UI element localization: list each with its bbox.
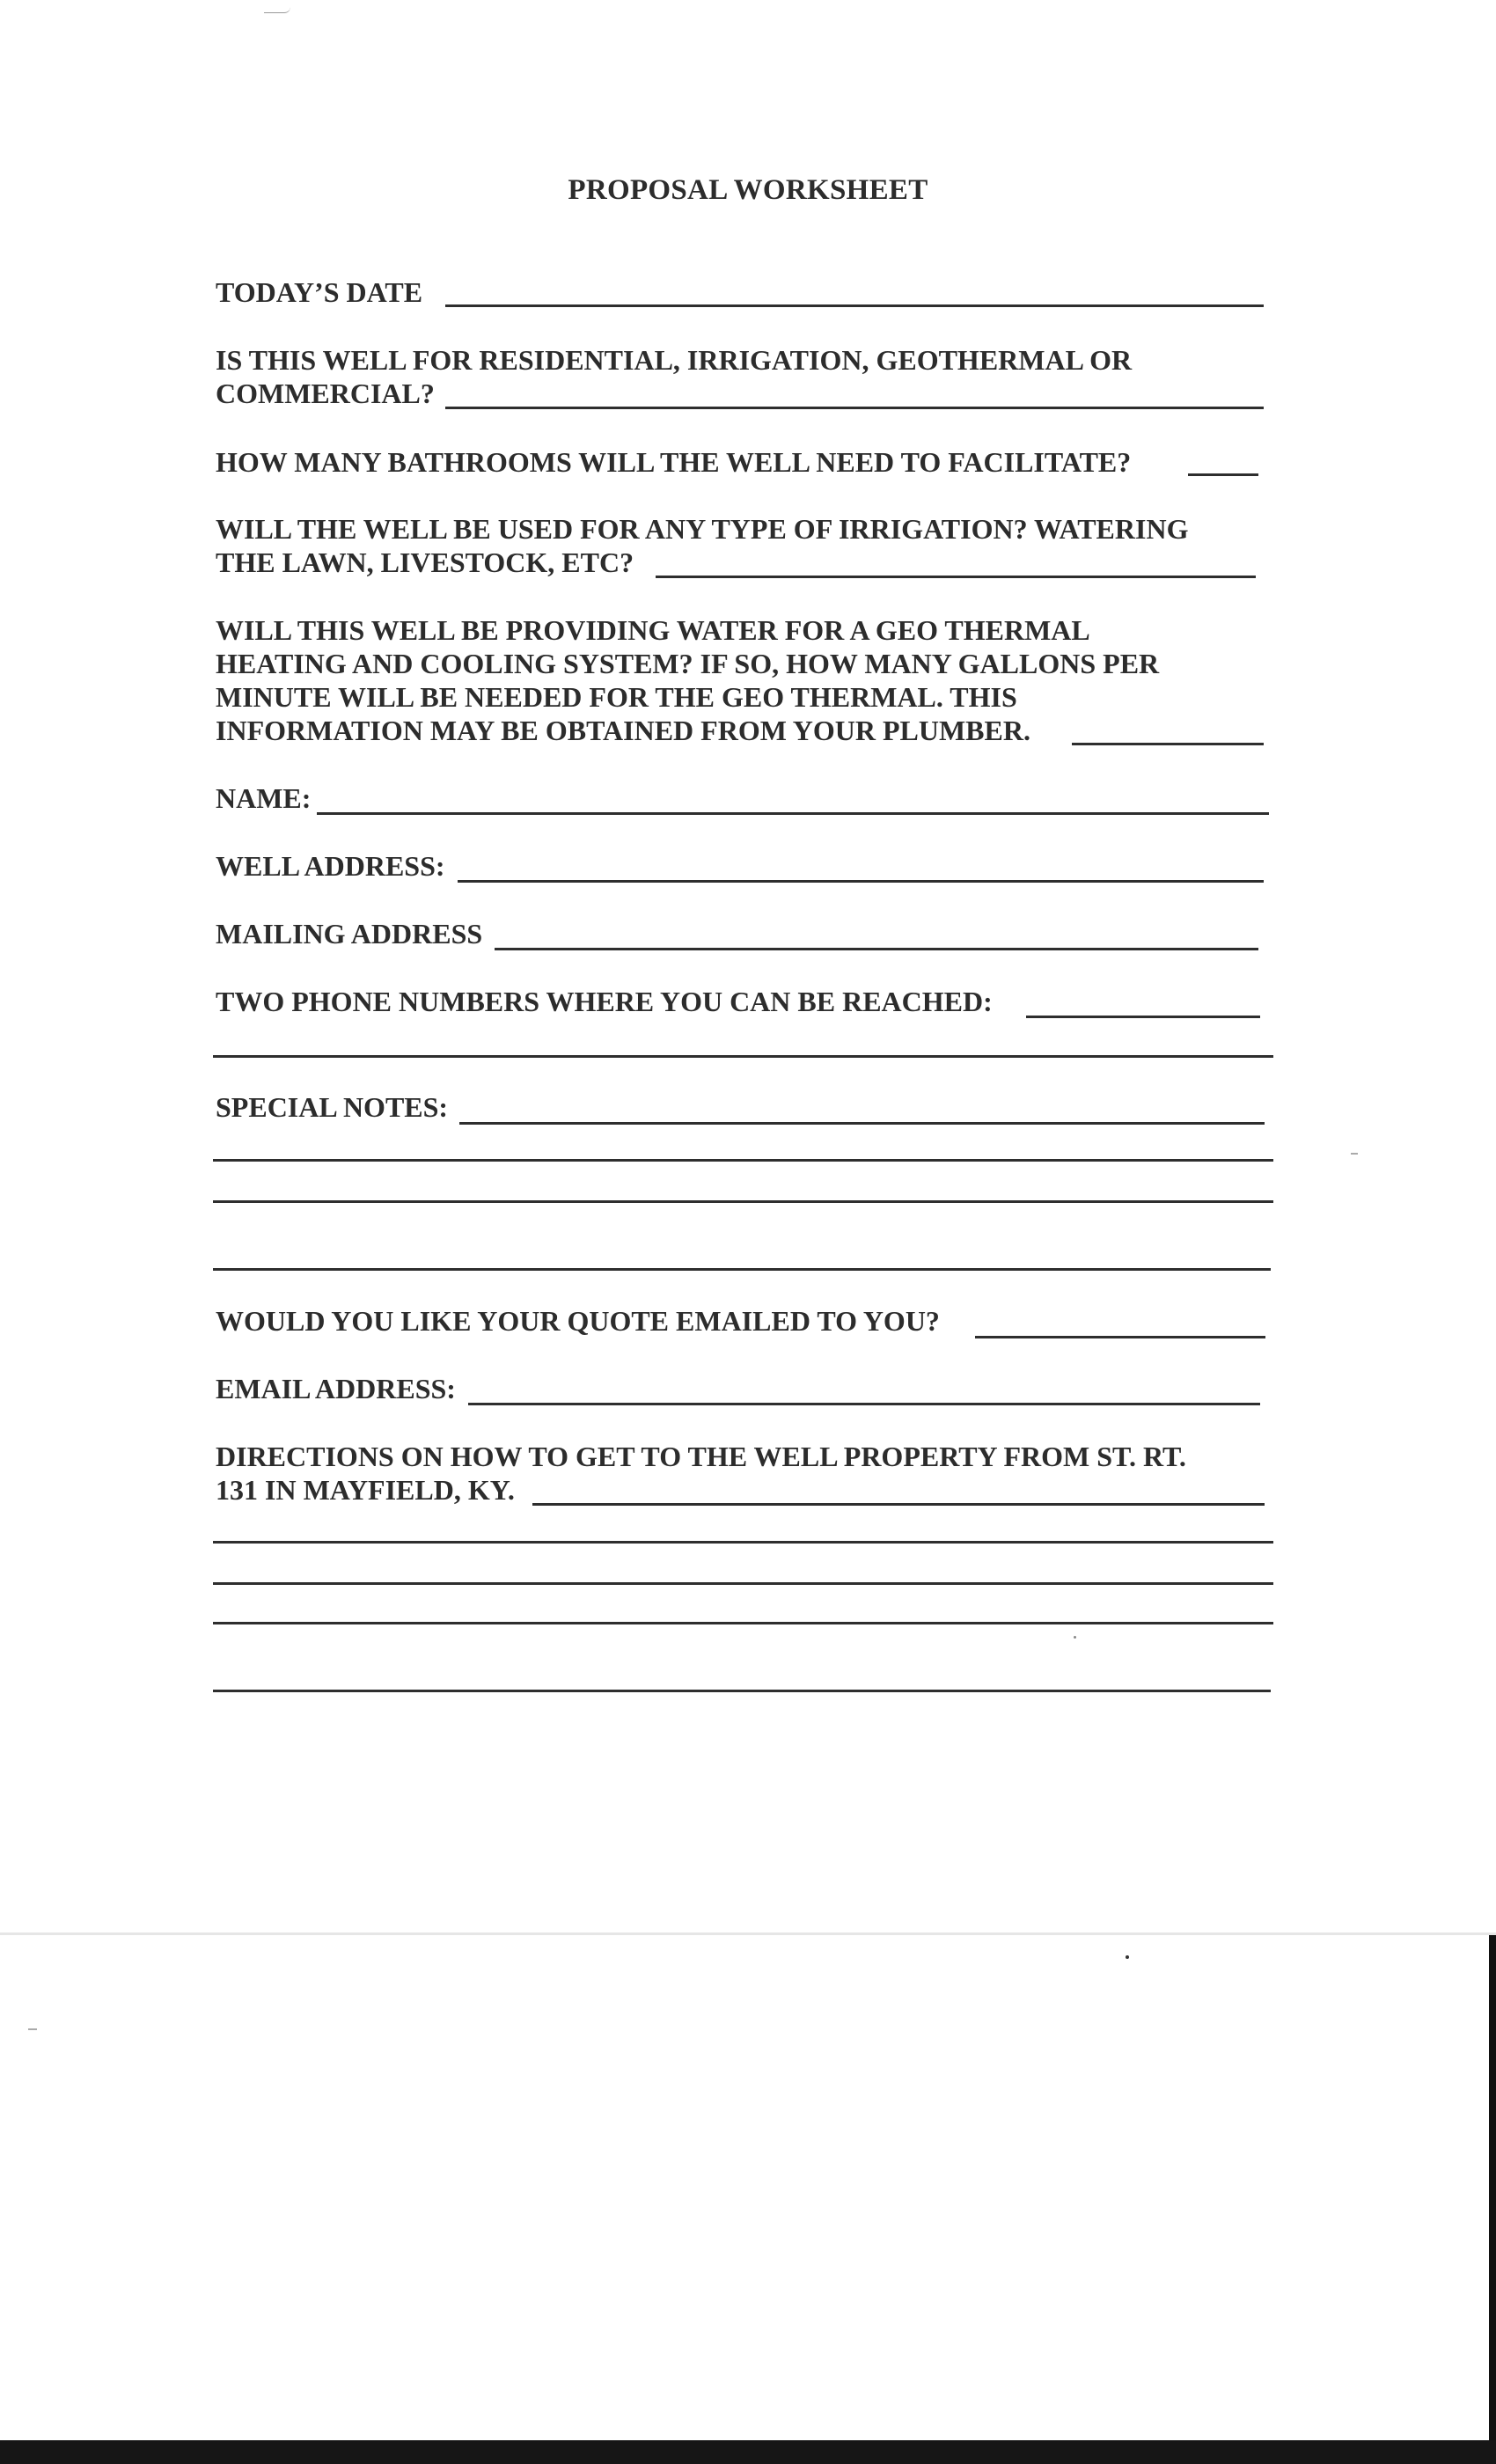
phone-numbers-label: TWO PHONE NUMBERS WHERE YOU CAN BE REACHED: (216, 986, 993, 1017)
mailing-address-field[interactable] (495, 948, 1258, 950)
dust-speck (1351, 1153, 1358, 1155)
bathrooms-question: HOW MANY BATHROOMS WILL THE WELL NEED TO FACILITATE? (216, 446, 1132, 478)
geothermal-question-line4: INFORMATION MAY BE OBTAINED FROM YOUR PLUMBER. (216, 715, 1030, 746)
dust-speck (1126, 1955, 1129, 1959)
geothermal-field[interactable] (1072, 743, 1264, 745)
scanner-border (0, 2440, 1496, 2464)
bathrooms-field[interactable] (1188, 473, 1258, 476)
irrigation-field[interactable] (656, 576, 1256, 578)
directions-field[interactable] (532, 1503, 1265, 1506)
email-quote-field[interactable] (975, 1336, 1265, 1338)
scanner-shadow (1489, 1935, 1496, 2464)
special-notes-label: SPECIAL NOTES: (216, 1091, 449, 1123)
email-quote-question: WOULD YOU LIKE YOUR QUOTE EMAILED TO YOU? (216, 1305, 940, 1337)
email-address-label: EMAIL ADDRESS: (216, 1373, 456, 1404)
geothermal-question: WILL THIS WELL BE PROVIDING WATER FOR A GEO THERMAL (216, 614, 1090, 646)
directions-line[interactable] (213, 1541, 1273, 1544)
well-type-field[interactable] (445, 407, 1264, 409)
well-address-field[interactable] (458, 880, 1264, 883)
todays-date-label: TODAY’S DATE (216, 276, 423, 308)
dust-speck (1074, 1636, 1076, 1639)
todays-date-field[interactable] (445, 304, 1264, 307)
irrigation-question-cont: THE LAWN, LIVESTOCK, ETC? (216, 546, 634, 578)
special-notes-line[interactable] (213, 1200, 1273, 1203)
dust-speck (28, 2028, 37, 2030)
well-address-label: WELL ADDRESS: (216, 850, 445, 882)
name-label: NAME: (216, 782, 312, 814)
irrigation-question: WILL THE WELL BE USED FOR ANY TYPE OF IRRIGATION? WATERING (216, 513, 1189, 545)
mailing-address-label: MAILING ADDRESS (216, 918, 483, 950)
special-notes-line[interactable] (213, 1268, 1271, 1271)
directions-question-cont: 131 IN MAYFIELD, KY. (216, 1474, 515, 1506)
form-title: PROPOSAL WORKSHEET (568, 174, 928, 206)
special-notes-line[interactable] (213, 1159, 1273, 1162)
special-notes-field[interactable] (459, 1122, 1265, 1125)
stray-mark (264, 7, 290, 13)
phone-numbers-field[interactable] (1026, 1016, 1260, 1018)
directions-line[interactable] (213, 1582, 1273, 1585)
geothermal-question-line2: HEATING AND COOLING SYSTEM? IF SO, HOW MANY GALLONS PER (216, 648, 1160, 679)
well-type-question-cont: COMMERCIAL? (216, 378, 435, 409)
blank-backing-area (0, 1935, 1496, 2440)
directions-question: DIRECTIONS ON HOW TO GET TO THE WELL PROPERTY FROM ST. RT. (216, 1441, 1186, 1472)
email-address-field[interactable] (468, 1403, 1260, 1405)
well-type-question: IS THIS WELL FOR RESIDENTIAL, IRRIGATION, GEOTHERMAL OR (216, 344, 1133, 376)
phone-numbers-extra-line[interactable] (213, 1055, 1273, 1058)
directions-line[interactable] (213, 1622, 1273, 1624)
geothermal-question-line3: MINUTE WILL BE NEEDED FOR THE GEO THERMAL. THIS (216, 681, 1017, 713)
name-field[interactable] (317, 812, 1269, 815)
directions-line[interactable] (213, 1690, 1271, 1692)
